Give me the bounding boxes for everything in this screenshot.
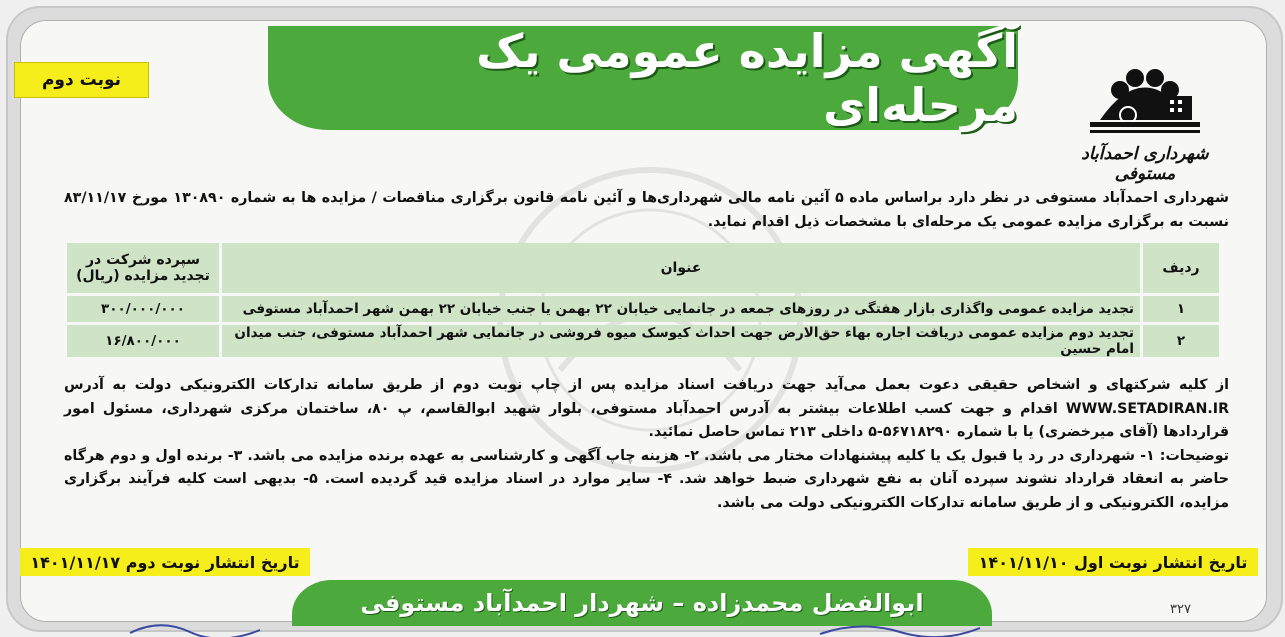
page-number: ۳۲۷: [1170, 602, 1191, 617]
intro-paragraph: شهرداری احمدآباد مستوفی در نظر دارد براساس ماده ۵ آئین نامه مالی شهرداری‌ها و آئین نامه قانون برگزاری مناقصات / مزایده ها به شماره ۱۳۰۸۹۰ مورخ ۸۳/۱۱/۱۷ نسبت به برگزاری مزایده عمومی یک مرحله‌ای با مشخصات ذیل اقدام نماید.: [64, 190, 1229, 230]
second-publication-date: تاریخ انتشار نوبت دوم ۱۴۰۱/۱۱/۱۷: [20, 548, 310, 576]
invitation-paragraph: از کلیه شرکتهای و اشخاص حقیقی دعوت بعمل می‌آید جهت دریافت اسناد مزایده پس از چاپ نوبت دوم از طریق سامانه تدارکات الکترونیکی دولت به آدرس WWW.SETADIRAN.IR اقدام و جهت کسب اطلاعات بیشتر به آدرس احمدآباد مستوفی، بلوار شهید ابوالقاسم، پ ۸۰، ساختمان مرکزی شهرداری، مسئول امور قراردادها (آقای میرخضری) یا با شماره ۵۶۷۱۸۲۹۰-۵ داخلی ۲۱۳ تماس حاصل نمائید.: [64, 377, 1229, 440]
row-title: تجدید مزایده عمومی واگذاری بازار هفتگی در روزهای جمعه در جانمایی خیابان ۲۲ بهمن یا جنب خیابان ۲۲ بهمن شهر احمدآباد مستوفی: [219, 296, 1140, 322]
handwriting-scribble-icon: [120, 618, 1020, 637]
header-row-number: ردیف: [1140, 243, 1219, 293]
signature: ابوالفضل محمدزاده – شهردار احمدآباد مستوفی: [360, 589, 924, 617]
row-deposit: ۳۰۰/۰۰۰/۰۰۰: [64, 296, 219, 322]
title-banner: [268, 26, 1018, 130]
round-badge: [14, 62, 149, 98]
row-title: تجدید دوم مزایده عمومی دریافت اجاره بهاء حق‌الارض جهت احداث کیوسک میوه فروشی در جانمایی شهر احمدآباد مستوفی، جنب میدان امام حسین: [219, 325, 1140, 357]
logo-caption: شهرداری احمدآباد مستوفی: [1081, 144, 1209, 184]
table-row: [64, 296, 1219, 322]
round-badge-label: نوبت دوم: [41, 70, 122, 90]
first-publication-date: تاریخ انتشار نوبت اول ۱۴۰۱/۱۱/۱۰: [968, 548, 1258, 576]
table-header-row: [64, 243, 1219, 293]
body-text: [64, 374, 1229, 515]
header-title: عنوان: [219, 243, 1140, 293]
row-number: ۲: [1140, 325, 1219, 357]
header-deposit: سپرده شرکت در تجدید مزایده (ریال): [64, 243, 219, 293]
municipality-logo-icon: [1080, 60, 1210, 144]
table-row: [64, 325, 1219, 357]
notes-paragraph: توضیحات: ۱- شهرداری در رد یا قبول یک یا کلیه پیشنهادات مختار می باشد. ۲- هزینه چاپ آگهی و کارشناسی به عهده برنده مزایده می باشد. ۳- برنده اول و دوم هرگاه حاضر به انعقاد قرارداد نشوند سپرده آنان به نفع شهرداری ضبط خواهد شد. ۴- سایر موارد در اسناد مزایده قید گردیده است. ۵- بدیهی است کلیه فرآیند برگزاری مزایده، الکترونیکی و از طریق سامانه تدارکات الکترونیکی دولت می باشد.: [64, 447, 1229, 511]
row-deposit: ۱۶/۸۰۰/۰۰۰: [64, 325, 219, 357]
row-number: ۱: [1140, 296, 1219, 322]
page-title: آگهی مزایده عمومی یک مرحله‌ای: [476, 24, 1018, 132]
auction-table: [64, 240, 1219, 360]
